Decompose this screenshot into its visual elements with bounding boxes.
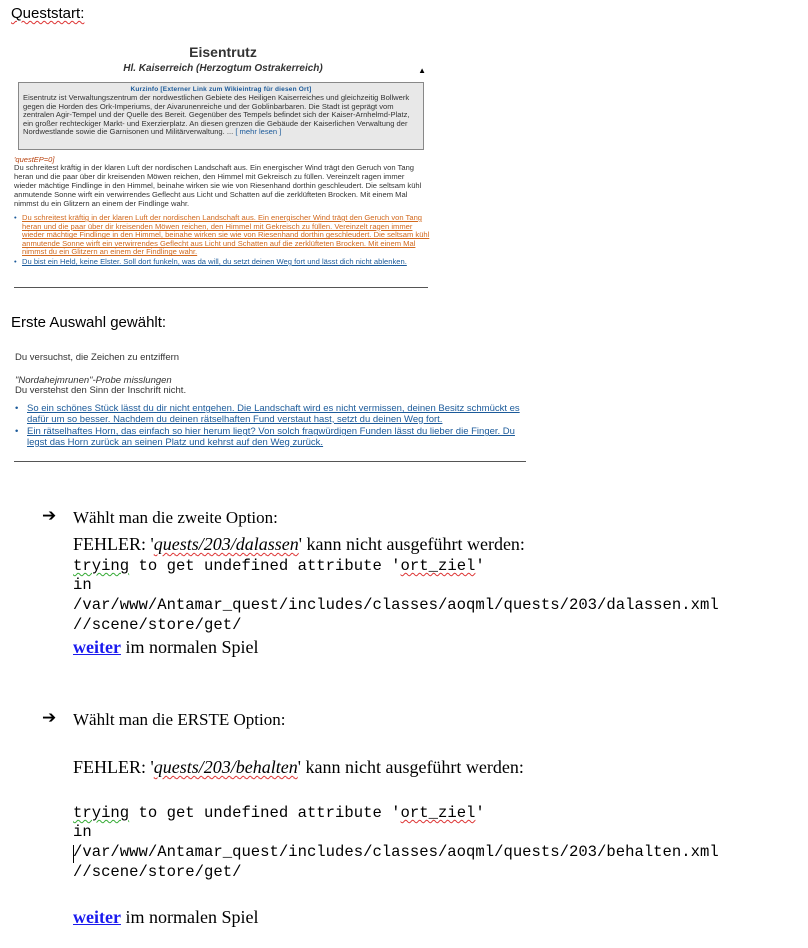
option-2-link[interactable]: • Du bist ein Held, keine Elster. Soll dort funkeln, was da will, du setzt deinen Weg fort und lässt dich nicht ablenken. (14, 256, 407, 266)
queststart-label: Queststart: (11, 5, 85, 22)
bullet-icon: • (15, 403, 19, 414)
option-1-link[interactable]: • Du schreitest kräftig in der klaren Luft der nordischen Landschaft aus. Ein energischer Wind trägt den Geruch von Tang heran und die paar über dir kreisenden Möwen reichen, den Himmel mit Gekreisch zu füllen. Vereinzelt ragen immer wieder mächtige Findlinge in den Himmel, beinahe wirken sie wie von Riesenhand dorthin geschleudert. Die seltsam kühl anmutende Sonne wirft ein verwirrendes Geflecht aus Licht und Schatten auf die zerklüfteten Brocken. Mit einem Mal nimmst du ein Glitzern an einem der Findlinge wahr. (14, 213, 430, 257)
divider (14, 287, 428, 288)
error-message: FEHLER: 'quests/203/behalten' kann nicht ausgeführt werden: (73, 757, 524, 777)
bullet-icon: • (15, 426, 19, 438)
error-file-path: /var/www/Antamar_quest/includes/classes/aoqml/quests/203/behalten.xml (73, 843, 719, 861)
continue-line: weiter im normalen Spiel (73, 907, 259, 927)
scene-paragraph: Du schreitest kräftig in der klaren Luft der nordischen Landschaft aus. Ein energischer Wind trägt den Geruch von Tang heran und die paar über dir kreisenden Möwen reichen, den Himmel mit Gekreisch zu füllen. Vereinzelt ragen immer wieder mächtige Findlinge in den Himmel, beinahe wirken sie wie von Riesenhand dorthin geschleudert. Die seltsam kühl anmutende Sonne wirft ein verwirrendes Geflecht aus Licht und Schatten auf die zerklüfteten Brocken. Mit einem Mal nimmst du ein Glitzern an einem der Findlinge wahr. (14, 163, 422, 208)
collapse-up-icon[interactable]: ▲ (418, 66, 426, 75)
info-box-header[interactable]: Kurzinfo [Externer Link zum Wikieintrag für diesen Ort] (130, 86, 312, 93)
bullet-icon: • (14, 213, 17, 222)
option-list (14, 214, 432, 268)
error-xpath: //scene/store/get/ (73, 863, 242, 881)
location-subtitle: Hl. Kaiserreich (Herzogtum Ostrakerreich) (123, 63, 323, 74)
arrow-icon: ➔ (42, 708, 57, 728)
first-choice-screenshot (14, 344, 526, 464)
error-detail-line-2: in (73, 576, 92, 594)
option-list (14, 404, 531, 450)
info-box-text: Eisentrutz ist Verwaltungszentrum der nordwestlichen Gebiete des Heiligen Kaiserreiches und gleichzeitig Bollwerk gegen die Horden des Ork-Imperiums, der Aivarunenreiche und der Goblinbarbaren. Die Stadt ist geprägt vom zentralen Agir-Tempel und der Quelle des Bereit. Gegenüber des Tempels befindet sich der Kaiser-Arnhelmd-Platz, ein großer rechteckiger Markt- und Exerzierplatz. An diesen grenzen die Gebäude der Kaiserlichen Verwaltung der Nordwestlande sowie die Garnisonen und Militärverwaltung. ... (23, 93, 410, 137)
weiter-link[interactable]: weiter (73, 907, 121, 927)
error-xpath: //scene/store/get/ (73, 616, 242, 634)
arrow-icon: ➔ (42, 506, 57, 526)
second-option-note: Wählt man die zweite Option: (73, 508, 278, 527)
bullet-icon: • (14, 256, 17, 266)
info-box (18, 82, 424, 150)
erste-auswahl-label: Erste Auswahl gewählt: (11, 314, 167, 331)
attempt-text: Du versuchst, die Zeichen zu entziffern (15, 352, 180, 363)
error-file-path: /var/www/Antamar_quest/includes/classes/aoqml/quests/203/dalassen.xml (73, 596, 719, 614)
queststart-screenshot (14, 40, 432, 290)
continue-line: weiter im normalen Spiel (73, 637, 259, 657)
error-detail-line-2: in (73, 823, 92, 841)
probe-explanation: Du verstehst den Sinn der Inschrift nicht. (15, 385, 187, 396)
weiter-link[interactable]: weiter (73, 637, 121, 657)
probe-result: "Nordahejmrunen"-Probe misslungen (15, 375, 172, 386)
option-keep-link[interactable]: • So ein schönes Stück lässt du dir nicht entgehen. Die Landschaft wird es nicht vermissen, deinen Besitz schmückt es dafür um so besser. Nachdem du deinen rätselhaften Fund verstaut hast, setzt du deinen Weg fort. (15, 403, 520, 425)
divider (14, 461, 526, 462)
location-title: Eisentrutz (189, 44, 257, 60)
error-detail-line-1: trying to get undefined attribute 'ort_ziel' (73, 804, 485, 822)
quest-ep-marker: 'questEP=0] (14, 155, 55, 164)
info-box-body (19, 93, 423, 138)
first-option-note: Wählt man die ERSTE Option: (73, 710, 286, 729)
read-more-link[interactable]: [ mehr lesen ] (235, 127, 282, 137)
option-leave-link[interactable]: • Ein rätselhaftes Horn, das einfach so hier herum liegt? Von solch fragwürdigen Funden lässt du lieber die Finger. Du legst das Horn zurück an seinen Platz und kehrst auf den Weg zurück. (15, 426, 515, 448)
error-detail-line-1: trying to get undefined attribute 'ort_ziel' (73, 557, 485, 575)
error-message: FEHLER: 'quests/203/dalassen' kann nicht ausgeführt werden: (73, 534, 525, 554)
